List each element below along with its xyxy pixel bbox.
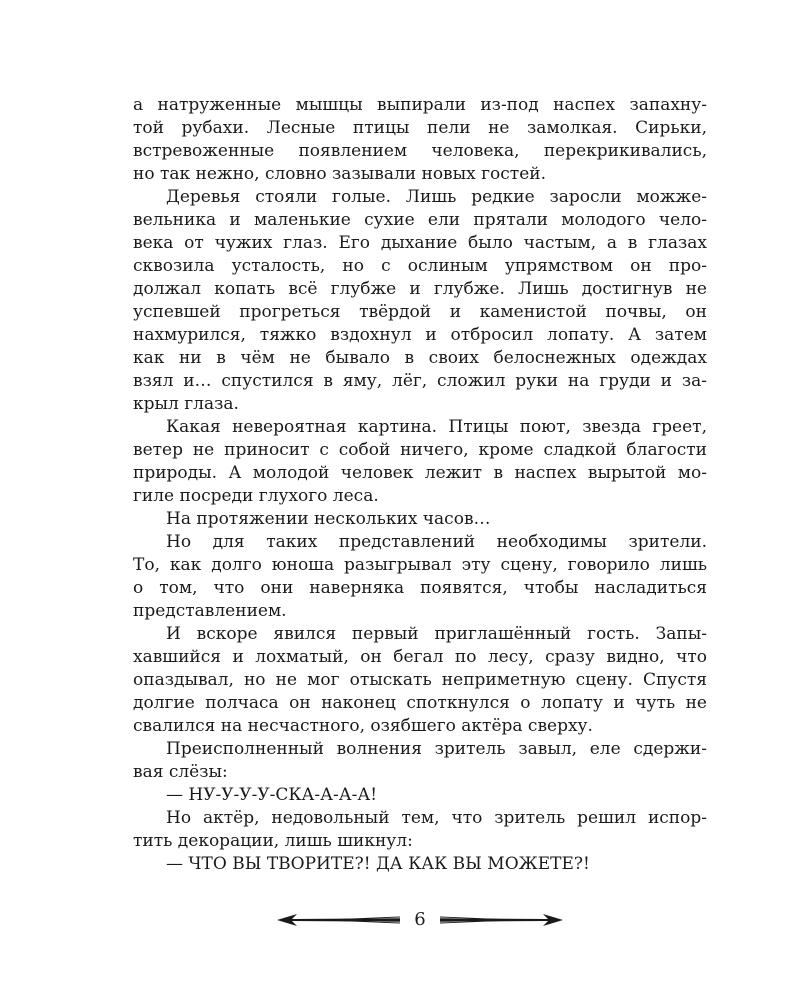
text-line: хавшийся и лохматый, он бегал по лесу, сразу видно, что — [133, 647, 707, 667]
text-line: но так нежно, словно зазывали новых гостей. — [133, 164, 547, 184]
text-line: сквозила усталость, но с ослиным упрямством он про- — [133, 256, 707, 276]
text-line: а натруженные мышцы выпирали из-под наспех запахну- — [133, 95, 707, 115]
text-line: — НУ-У-У-У-СКА-А-А-А! — [166, 785, 378, 805]
text-line: То, как долго юноша разыгрывал эту сцену, говорило лишь — [133, 555, 707, 575]
text-line: Преисполненный волнения зритель завыл, еле сдержи- — [166, 739, 707, 759]
text-line: представлением. — [133, 601, 287, 621]
text-line: встревоженные появлением человека, перекрикивались, — [133, 141, 707, 161]
text-line: должал копать всё глубже и глубже. Лишь достигнув не — [133, 279, 707, 299]
text-line: вельника и маленькие сухие ели прятали молодого чело- — [133, 210, 707, 230]
text-line: Но для таких представлений необходимы зрители. — [166, 532, 707, 552]
text-line: Какая невероятная картина. Птицы поют, звезда греет, — [166, 417, 707, 437]
text-line: вая слёзы: — [133, 762, 228, 782]
text-line: взял и… спустился в яму, лёг, сложил руки на груди и за- — [133, 371, 707, 391]
text-line: нахмурился, тяжко вздохнул и отбросил лопату. А затем — [133, 325, 707, 345]
page-number: 6 — [414, 909, 426, 930]
body-text — [133, 94, 707, 876]
text-line: о том, что они наверняка появятся, чтобы насладиться — [133, 578, 707, 598]
text-line: свалился на несчастного, озябшего актёра сверху. — [133, 716, 593, 736]
text-line: успевшей прогреться твёрдой и каменистой почвы, он — [133, 302, 707, 322]
text-line: тить декорации, лишь шикнул: — [133, 831, 413, 851]
text-line: природы. А молодой человек лежит в наспех вырытой мо- — [133, 463, 707, 483]
text-line: как ни в чём не бывало в своих белоснежных одеждах — [133, 348, 707, 368]
text-line: ветер не приносит с собой ничего, кроме сладкой благости — [133, 440, 707, 460]
text-line: крыл глаза. — [133, 394, 239, 414]
text-line: века от чужих глаз. Его дыхание было частым, а в глазах — [133, 233, 707, 253]
page-footer — [275, 906, 565, 936]
text-line: гиле посреди глухого леса. — [133, 486, 379, 506]
text-line: — ЧТО ВЫ ТВОРИТЕ?! ДА КАК ВЫ МОЖЕТЕ?! — [166, 854, 590, 874]
text-line: долгие полчаса он наконец споткнулся о лопату и чуть не — [133, 693, 707, 713]
text-line: Деревья стояли голые. Лишь редкие заросли можже- — [166, 187, 707, 207]
text-line: опаздывал, но не мог отыскать неприметную сцену. Спустя — [133, 670, 707, 690]
text-line: Но актёр, недовольный тем, что зритель решил испор- — [166, 808, 707, 828]
text-line: той рубахи. Лесные птицы пели не замолкая. Сирьки, — [133, 118, 707, 138]
text-line: На протяжении нескольких часов… — [166, 509, 491, 529]
text-line: И вскоре явился первый приглашённый гость. Запы- — [166, 624, 707, 644]
